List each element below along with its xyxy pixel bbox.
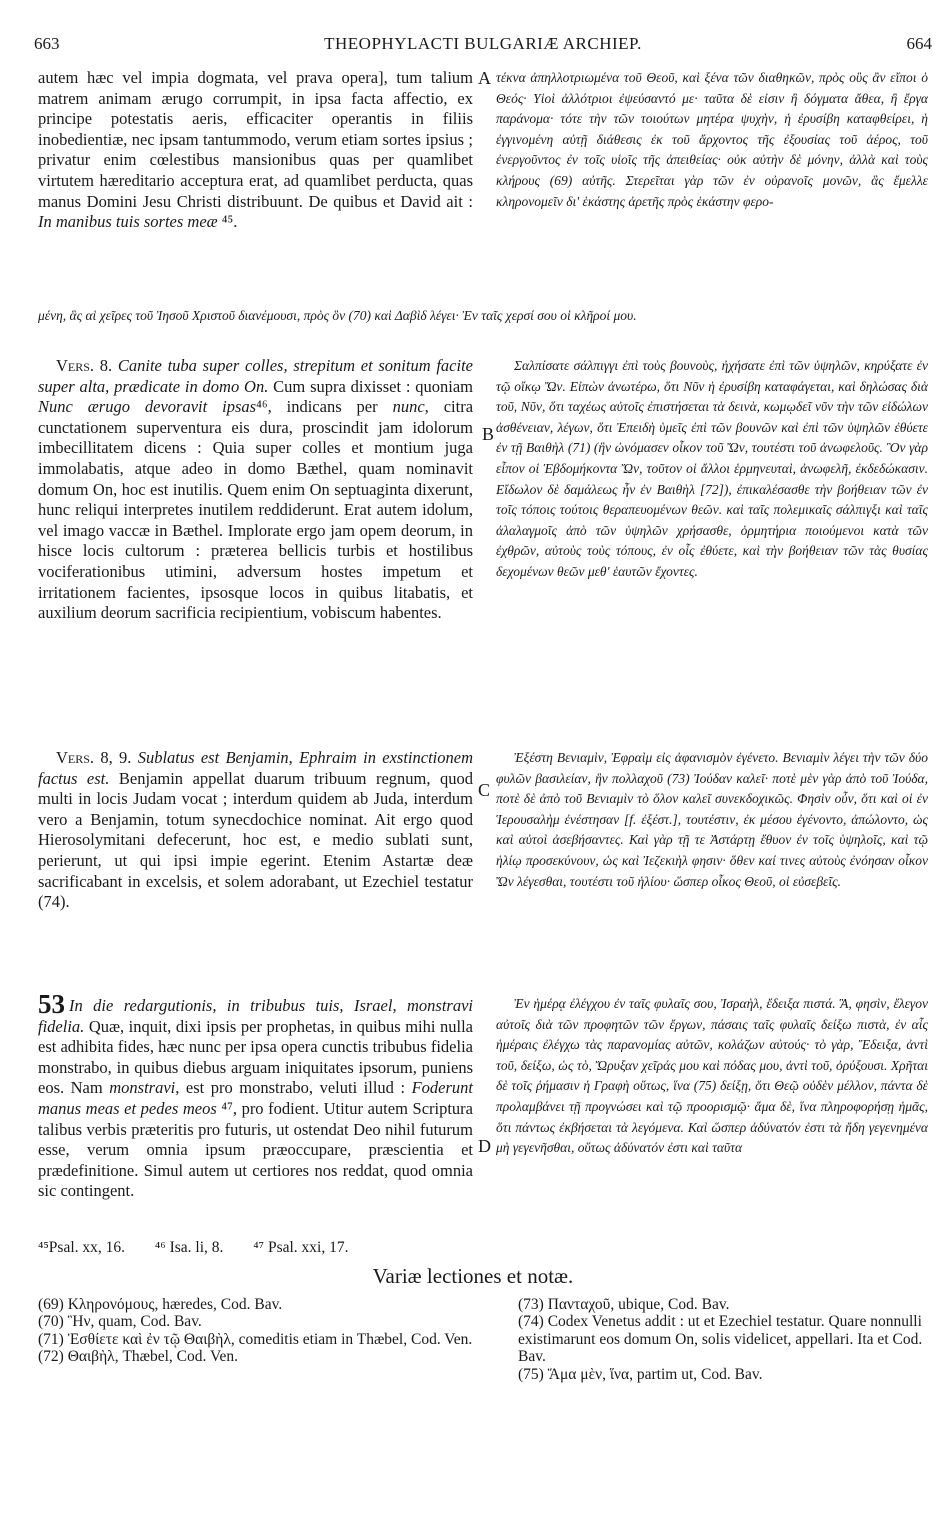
latin-verse-8: Vers. 8. Canite tuba super colles, strepitum et sonitum facite super alta, prædicate in domo On. Cum supra dixisset : quoniam Nunc ærugo devoravit ipsas⁴⁶, indicans per nunc, citra cunctationem superventura eis dura, proscindit jam idolorum imbecillitatem dicens : Quia super colles et montium juga immolabatis, atque adeo in domo Bæthel, quam nominavit domum On, hoc est inutilis. Quem enim On septuaginta dixerunt, hunc reliqui interpretes inutilem reddiderunt. Erat autem idolum, vel imago vaccæ in Bæthel. Implorate ergo jam opem deorum, in hisce locis cultorum : præterea bellicis turbis et hostilibus vociferationibus utimini, adversum hostes impetum et irritationem facientes, ipsosque locos in quibus litabatis, et auxilium deorum sacrificia recipientium, vobiscum habentes. <box>38 356 474 623</box>
greek-paragraph-3: Ἐξέστη Βενιαμὶν, Ἐφραὶμ εἰς ἀφανισμὸν ἐγένετο. Βενιαμὶν λέγει τὴν τῶν δύο φυλῶν βασιλείαν, ἣν πολλαχοῦ (73) Ἰούδαν καλεῖ· ποτὲ μὲν γὰρ ἀπὸ τοῦ Ἰούδα, ποτὲ δὲ ἀπὸ τοῦ Βενιαμὶν τὸ ὅλον καλεῖ συνεκδοχικῶς. Φησὶν οὖν, ὅτι καὶ οἱ ἐν Ἱερουσαλὴμ ἐνέστησαν [f. ἐξέστ.], τουτέστιν, ἐκ μέσου ἐγένοντο, ἀπώλοντο, ὡς καὶ αὐτοὶ ἀσεβήσαντες. Καὶ γὰρ τῇ τε Ἀστάρτῃ ἔθυον ἐν τοῖς ὑψηλοῖς, καὶ τῷ ἡλίῳ προσεκύνουν, ὡς καὶ Ἰεζεκιὴλ φησιν· ὅθεν καί τινες αὐτοὺς ἐνόησαν οἶκον Ὤν λέγεσθαι, τουτέστι τοῦ ἡλίου· ὥσπερ οἶκος Θεοῦ, οἱ εὐσεβεῖς. <box>496 750 928 889</box>
page-number-right: 664 <box>906 34 932 53</box>
variant-note: (70) Ἣν, quam, Cod. Bav. <box>38 1313 202 1331</box>
variant-note: (72) Θαιβὴλ, Thæbel, Cod. Ven. <box>38 1348 238 1366</box>
greek-paragraph-1: τέκνα ἀπηλλοτριωμένα τοῦ Θεοῦ, καὶ ξένα τῶν διαθηκῶν, πρὸς οὓς ἂν εἴποι ὁ Θεός· Υἱοὶ ἀλλότριοι ἐψεύσαντό με· ταῦτα δὲ εἰσιν ἢ δόγματα ἄθεα, ἢ ἔργα παράνομα· τότε τὴν τῶν τοιούτων μητέρα ψυχὴν, ἡ ἐρυσίβη καταφθείρει, ἡ ἐγγινομένη αὐτῇ διάθεσις ἐκ τοῦ ἄρχοντος τῆς ἐξουσίας τοῦ ἀέρος, τοῦ ἐνεργοῦντος ἐν τοῖς υἱοῖς τῆς ἀπειθείας· οὐκ αὐτὴν δὲ μόνην, ἀλλὰ καὶ τοὺς κλήρους (69) αὐτῆς. Στερεῖται γὰρ τῶν ἐν οὐρανοῖς μονῶν, ἃς ἔμελλε κληρονομεῖν δι' ἑκάστης ἀρετῆς πρὸς ἑκάστην φερο- <box>496 70 928 209</box>
footnote: ⁴⁷ Psal. xxi, 17. <box>253 1239 349 1256</box>
page-number-left: 663 <box>34 34 60 53</box>
section-marker-c: C <box>478 780 491 800</box>
section-marker-a: A <box>478 68 491 88</box>
variant-notes-left <box>38 1296 478 1366</box>
section-marker-b: B <box>482 424 495 444</box>
section-number: 53 <box>38 989 65 1019</box>
footnote: ⁴⁶ Isa. li, 8. <box>154 1239 224 1256</box>
greek-paragraph-4: Ἐν ἡμέρᾳ ἐλέγχου ἐν ταῖς φυλαῖς σου, Ἰσραὴλ, ἔδειξα πιστά. Ἃ, φησὶν, ἔλεγον αὐτοῖς διὰ τῶν προφητῶν τῶν ἔργων, πάσαις ταῖς φυλαῖς δείξω πιστὰ, ἐν αἷς ἡμέραις ἐλέγχω τὰς παρανομίας αὐτῶν, κολάζων αὐτούς· τὸ γὰρ, Ἔδειξα, ἀντὶ τοῦ, δείξω, ὡς τὸ, Ὤρυξαν χεῖράς μου καὶ πόδας μου, ἀντὶ τοῦ, ὀρύξουσι. Χρῆται δὲ τοῖς ῥήμασιν ἡ Γραφὴ οὕτως, ἵνα (75) δείξῃ, ὅτι Θεῷ οὐδὲν μέλλον, πάντα δὲ προλαμβάνει τῇ προγνώσει καὶ τῷ προορισμῷ· ἅμα δὲ, ἵνα πληροφορήσῃ ἡμᾶς, ὅτι πάντως ἐκβήσεται τὰ λεγόμενα. Καὶ ὥσπερ ἀδύνατόν ἐστι τὰ ἤδη γεγενημένα μὴ γεγενῆσθαι, οὕτως ἀδύνατόν ἐστι καὶ ταῦτα <box>496 996 928 1156</box>
running-title: THEOPHYLACTI BULGARIÆ ARCHIEP. <box>324 34 642 53</box>
latin-paragraph-1: autem hæc vel impia dogmata, vel prava opera], tum talium matrem animam ærugo corrumpit, in ipsa facta affectio, ex principe potestatis aeris, efficaciter operantis in filiis inobedientiæ, nec ipsam tantummodo, verum etiam sortes ipsius ; privatur enim cœlestibus mansionibus quas per quamlibet virtutem hæreditario acceptura erat, ad quamlibet perducta, quas manus Domini Jesu Christi distribuunt. De quibus et David ait : In manibus tuis sortes meæ ⁴⁵. <box>38 68 473 232</box>
footnote: ⁴⁵Psal. xx, 16. <box>38 1239 126 1256</box>
verse-head: Vers. 8. <box>56 356 113 375</box>
verse-head: Vers. 8, 9. <box>56 748 132 767</box>
latin-verse-8-9: Vers. 8, 9. Sublatus est Benjamin, Ephraim in exstinctionem factus est. Benjamin appellat duarum tribuum regnum, quod multi in locis Judam vocat ; interdum quidem ab Juda, interdum vero a Benjamin, totum synecdochice nominat. Ait ergo quod Hierosolymitani defecerunt, hoc est, e medio sublati sunt, perierunt, ut qui ipsi impie egerint. Etenim Astartæ deæ sacrificabant in excelsis, et solem adorabant, ut Ezechiel testatur (74). <box>38 748 474 912</box>
section-marker-d: D <box>478 1136 491 1156</box>
greek-paragraph-2: Σαλπίσατε σάλπιγγι ἐπὶ τοὺς βουνοὺς, ἠχήσατε ἐπὶ τῶν ὑψηλῶν, κηρύξατε ἐν τῷ οἴκῳ Ὤν. Εἰπὼν ἀνωτέρω, ὅτι Νῦν ἡ ἐρυσίβη καταφάγεται, καὶ δηλώσας διὰ τοῦ, Νῦν, ὅτι ταχέως αὐτοῖς ἐπιστήσεται τὰ δεινὰ, κωμῳδεῖ νῦν τὴν τῶν εἰδώλων ἀσθένειαν, λέγων, ὅτι Ἐπειδὴ ὑμεῖς ἐπὶ τῶν βουνῶν καὶ ἐπὶ τῶν ὑψηλῶν ἐθύετε ἐν τῇ Βαιθὴλ (71) (ἣν ὠνόμασεν οἶκον τοῦ Ὤν, τουτέστι τοῦ ἀνωφελοῦς. Ὃν γὰρ εἶπον οἱ Ἑβδομήκοντα Ὤν, τοῦτον οἱ ἄλλοι ἑρμηνευταὶ, ἀνωφελῆ, ἐκδεδώκασιν. Εἴδωλον δὲ δαμάλεως ἦν ἐν Βαιθὴλ [72]), ἐπικαλέσασθε τὴν βοήθειαν τῶν ἐν τοῖς τόποις τούτοις θεραπευομένων θεῶν. καὶ ταῖς πολεμικαῖς σάλπιγξι καὶ ταῖς ἀλαλαγμοῖς ἀπὸ τῶν ὑψηλῶν χρήσασθε, ὁρμητήρια ποιούμενοι κατὰ τῶν ἐχθρῶν, αὐτοὺς τοὺς τόπους, ἐν οἷς ἐθύετε, καὶ τὴν βοήθειαν τῶν τὰς θυσίας δεχομένων θεῶν μεθ' ἑαυτῶν ἔχοντες. <box>496 358 928 579</box>
latin-section-53: 53 In die redargutionis, in tribubus tuis, Israel, monstravi fidelia. Quæ, inquit, dixi ipsis per prophetas, in quibus mihi nulla est adhibita fides, hæc nunc per ipsa opera cunctis tribubus fidelia monstrabo, in quibus diebus arguam iniquitates ipsorum, puniens eos. Nam monstravi, est pro monstrabo, veluti illud : Foderunt manus meas et pedes meos ⁴⁷, pro fodient. Utitur autem Scriptura talibus verbis præteritis pro futuris, ut ostendat Deo nihil futurum esse, verum omnia ipsum præoccupare, præscientia et prædefinitione. Simul autem ut certiores nos reddat, quod omnia sic contingent. <box>38 989 474 1201</box>
variant-note: (75) Ἅμα μὲν, ἵνα, partim ut, Cod. Bav. <box>518 1365 763 1383</box>
variant-note: (73) Πανταχοῦ, ubique, Cod. Bav. <box>518 1296 730 1313</box>
greek-paragraph-1-tail: μένη, ἃς αἱ χεῖρες τοῦ Ἰησοῦ Χριστοῦ διανέμουσι, πρὸς ὃν (70) καὶ Δαβὶδ λέγει· Ἐν ταῖς χερσί σου οἱ κλῆροί μου. <box>38 308 637 323</box>
page-header <box>34 34 932 58</box>
scripture-footnotes <box>38 1239 374 1257</box>
variant-note: (71) Ἐσθίετε καὶ ἐν τῷ Θαιβὴλ, comeditis etiam in Thæbel, Cod. Ven. <box>38 1330 473 1348</box>
variant-note: (69) Κληρονόμους, hæredes, Cod. Bav. <box>38 1296 283 1313</box>
variant-notes-right <box>518 1296 928 1383</box>
variae-lectiones-heading: Variæ lectiones et notæ. <box>372 1264 574 1288</box>
variant-note: (74) Codex Venetus addit : ut et Ezechiel testatur. Quare nonnulli existimarunt eos domum On, solis videlicet, appellari. Ita et Cod. Bav. <box>518 1313 923 1366</box>
